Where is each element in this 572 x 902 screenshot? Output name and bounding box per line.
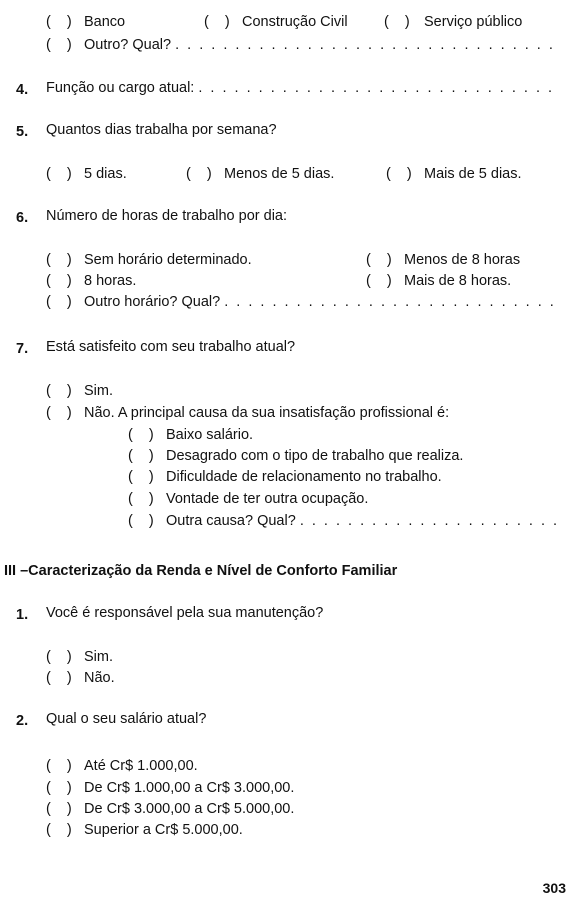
- leader-dots: . . . . . . . . . . . . . . . . . . . . . . . . . . . .: [224, 294, 556, 310]
- checkbox[interactable]: ( ): [384, 14, 416, 30]
- option-label: Até Cr$ 1.000,00.: [84, 758, 198, 774]
- option-construcao-civil[interactable]: [204, 13, 348, 31]
- option-5-dias[interactable]: [46, 165, 127, 183]
- leader-dots: . . . . . . . . . . . . . . . . . . . . . . . . . . . . . .: [198, 80, 555, 96]
- option-sem-horario[interactable]: [46, 251, 252, 269]
- option-nao[interactable]: [46, 669, 115, 687]
- checkbox[interactable]: ( ): [46, 822, 78, 838]
- option-label: Desagrado com o tipo de trabalho que realiza.: [166, 448, 464, 464]
- question-4: [46, 80, 554, 96]
- option-sim[interactable]: [46, 648, 113, 666]
- question-5: Quantos dias trabalha por semana?: [46, 122, 277, 138]
- option-label: Sim.: [84, 383, 113, 399]
- question-7: Está satisfeito com seu trabalho atual?: [46, 339, 296, 355]
- checkbox[interactable]: ( ): [366, 273, 398, 289]
- option-label: Outro? Qual?: [84, 37, 172, 53]
- cause-desagrado[interactable]: [128, 447, 463, 465]
- leader-dots: . . . . . . . . . . . . . . . . . . . . . .: [299, 513, 560, 529]
- option-outro-horario[interactable]: [46, 293, 556, 311]
- option-label: Não. A principal causa da sua insatisfação profissional é:: [84, 405, 450, 421]
- option-label: Mais de 5 dias.: [424, 166, 522, 182]
- option-menos-5-dias[interactable]: [186, 165, 334, 183]
- checkbox[interactable]: ( ): [46, 294, 78, 310]
- question-number: 4.: [16, 82, 29, 98]
- checkbox[interactable]: ( ): [128, 491, 160, 507]
- cause-outra-causa[interactable]: [128, 512, 559, 530]
- checkbox[interactable]: ( ): [204, 14, 236, 30]
- option-salario-2[interactable]: [46, 779, 294, 797]
- checkbox[interactable]: ( ): [46, 801, 78, 817]
- option-menos-8-horas[interactable]: [366, 251, 520, 269]
- option-label: Baixo salário.: [166, 427, 254, 443]
- option-label: Outro horário? Qual?: [84, 294, 221, 310]
- checkbox[interactable]: ( ): [46, 758, 78, 774]
- option-label: Banco: [84, 14, 126, 30]
- section-heading: III –Caracterização da Renda e Nível de Conforto Familiar: [4, 563, 398, 579]
- question-number: 7.: [16, 341, 29, 357]
- option-label: Mais de 8 horas.: [404, 273, 512, 289]
- checkbox[interactable]: ( ): [46, 383, 78, 399]
- option-label: Vontade de ter outra ocupação.: [166, 491, 369, 507]
- option-salario-4[interactable]: [46, 821, 243, 839]
- option-label: Dificuldade de relacionamento no trabalho.: [166, 469, 442, 485]
- option-mais-8-horas[interactable]: [366, 272, 511, 290]
- checkbox[interactable]: ( ): [128, 448, 160, 464]
- checkbox[interactable]: ( ): [46, 14, 78, 30]
- leader-dots: . . . . . . . . . . . . . . . . . . . . . . . . . . . . . . . .: [175, 37, 555, 53]
- option-label: Construção Civil: [242, 14, 348, 30]
- page-number: 303: [542, 880, 566, 896]
- option-salario-1[interactable]: [46, 757, 198, 775]
- option-label: Outra causa? Qual?: [166, 513, 296, 529]
- checkbox[interactable]: ( ): [46, 252, 78, 268]
- question-number: 5.: [16, 124, 29, 140]
- question-s3-1: Você é responsável pela sua manutenção?: [46, 605, 324, 621]
- checkbox[interactable]: ( ): [128, 427, 160, 443]
- cause-outra-ocupacao[interactable]: [128, 490, 368, 508]
- option-banco[interactable]: [46, 13, 125, 31]
- checkbox[interactable]: ( ): [46, 649, 78, 665]
- question-number: 6.: [16, 210, 29, 226]
- option-label: Menos de 8 horas: [404, 252, 521, 268]
- option-label: De Cr$ 3.000,00 a Cr$ 5.000,00.: [84, 801, 295, 817]
- question-text: Função ou cargo atual:: [46, 80, 195, 96]
- option-label: Sem horário determinado.: [84, 252, 252, 268]
- question-number: 1.: [16, 607, 29, 623]
- checkbox[interactable]: ( ): [186, 166, 218, 182]
- checkbox[interactable]: ( ): [386, 166, 418, 182]
- option-label: Sim.: [84, 649, 113, 665]
- option-sim[interactable]: [46, 382, 113, 400]
- option-label: 5 dias.: [84, 166, 127, 182]
- question-6: Número de horas de trabalho por dia:: [46, 208, 288, 224]
- checkbox[interactable]: ( ): [46, 273, 78, 289]
- checkbox[interactable]: ( ): [128, 513, 160, 529]
- question-s3-2: Qual o seu salário atual?: [46, 711, 207, 727]
- option-mais-5-dias[interactable]: [386, 165, 522, 183]
- checkbox[interactable]: ( ): [46, 37, 78, 53]
- checkbox[interactable]: ( ): [366, 252, 398, 268]
- option-nao[interactable]: [46, 404, 449, 422]
- question-number: 2.: [16, 713, 29, 729]
- option-label: 8 horas.: [84, 273, 137, 289]
- option-label: Superior a Cr$ 5.000,00.: [84, 822, 243, 838]
- option-outro[interactable]: [46, 36, 555, 54]
- checkbox[interactable]: ( ): [46, 780, 78, 796]
- option-label: Serviço público: [424, 14, 523, 30]
- checkbox[interactable]: ( ): [128, 469, 160, 485]
- option-8-horas[interactable]: [46, 272, 136, 290]
- checkbox[interactable]: ( ): [46, 670, 78, 686]
- option-label: De Cr$ 1.000,00 a Cr$ 3.000,00.: [84, 780, 295, 796]
- option-servico-publico[interactable]: [384, 13, 522, 31]
- option-salario-3[interactable]: [46, 800, 294, 818]
- checkbox[interactable]: ( ): [46, 166, 78, 182]
- checkbox[interactable]: ( ): [46, 405, 78, 421]
- cause-baixo-salario[interactable]: [128, 426, 253, 444]
- cause-relacionamento[interactable]: [128, 468, 442, 486]
- option-label: Não.: [84, 670, 115, 686]
- option-label: Menos de 5 dias.: [224, 166, 335, 182]
